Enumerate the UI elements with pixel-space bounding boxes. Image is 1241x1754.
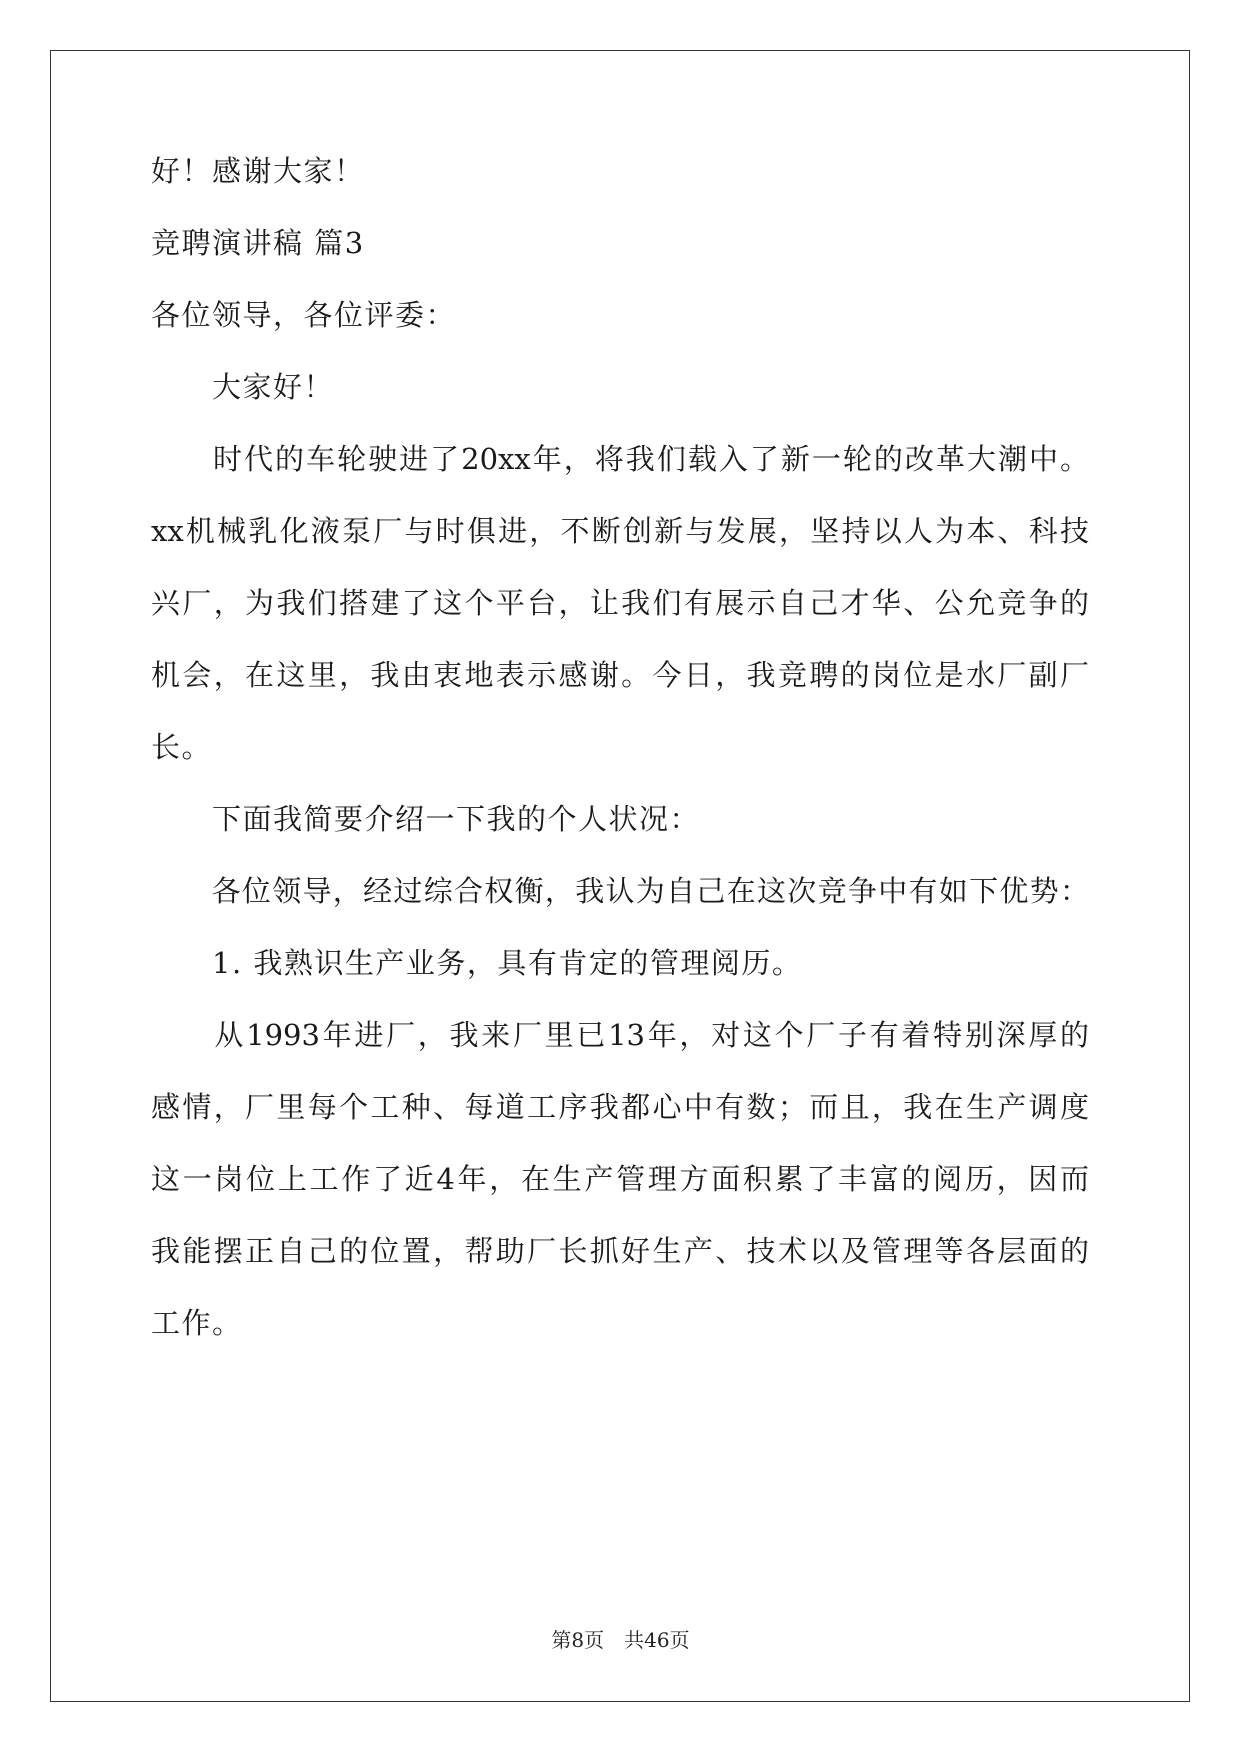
paragraph-line: xx机械乳化液泵厂与时俱进，不断创新与发展，坚持以人为本、科技 (151, 514, 1089, 548)
paragraph-line: 机会，在这里，我由衷地表示感谢。今日，我竞聘的岗位是水厂副厂 (151, 658, 1089, 692)
section-heading: 竞聘演讲稿 篇3 (151, 226, 365, 260)
paragraph-line: 长。 (151, 730, 213, 764)
paragraph-line: 各位领导，经过综合权衡，我认为自己在这次竞争中有如下优势： (151, 874, 1089, 908)
paragraph-line: 从1993年进厂，我来厂里已13年，对这个厂子有着特别深厚的 (151, 1018, 1089, 1052)
page-footer (0, 1628, 1241, 1652)
paragraph-line: 下面我简要介绍一下我的个人状况： (151, 802, 701, 836)
list-item: 1. 我熟识生产业务，具有肯定的管理阅历。 (151, 946, 803, 980)
paragraph-line: 时代的车轮驶进了20xx年，将我们载入了新一轮的改革大潮中。 (151, 442, 1089, 476)
text-line: 好！感谢大家！ (151, 154, 365, 188)
paragraph-line: 兴厂，为我们搭建了这个平台，让我们有展示自己才华、公允竞争的 (151, 586, 1089, 620)
greeting: 大家好！ (151, 370, 335, 404)
page-number: 第8页 (551, 1628, 605, 1652)
paragraph-line: 这一岗位上工作了近4年，在生产管理方面积累了丰富的阅历，因而 (151, 1162, 1089, 1196)
paragraph-line: 工作。 (151, 1306, 243, 1340)
paragraph-line: 我能摆正自己的位置，帮助厂长抓好生产、技术以及管理等各层面的 (151, 1234, 1089, 1268)
paragraph-line: 感情，厂里每个工种、每道工序我都心中有数；而且，我在生产调度 (151, 1090, 1089, 1124)
page-total: 共46页 (624, 1628, 690, 1652)
salutation: 各位领导，各位评委： (151, 298, 457, 332)
